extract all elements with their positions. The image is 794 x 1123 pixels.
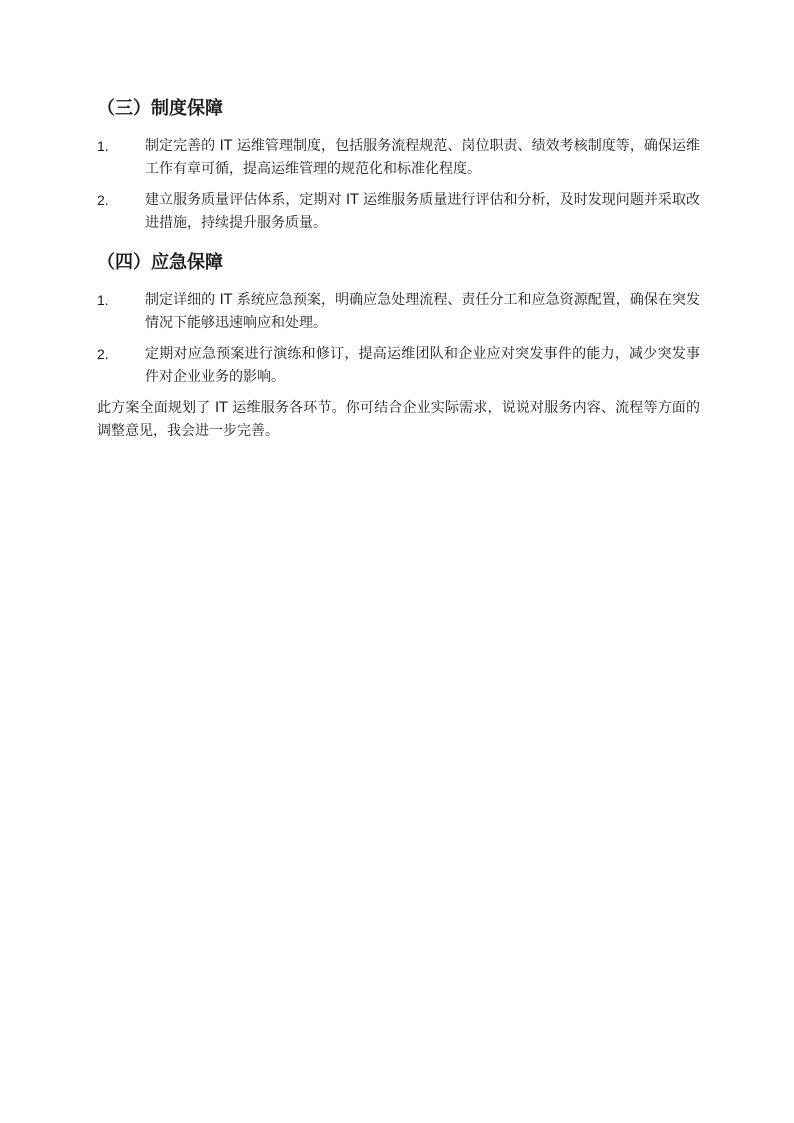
list-item-text: 建立服务质量评估体系，定期对 IT 运维服务质量进行评估和分析，及时发现问题并采取改进措施，持续提升服务质量。 (145, 192, 700, 231)
section-emergency-guarantee (97, 249, 700, 389)
list-number: 2. (97, 192, 109, 208)
section-heading: （三）制度保障 (97, 98, 223, 119)
closing-paragraph: 此方案全面规划了 IT 运维服务各环节。你可结合企业实际需求，说说对服务内容、流程等方面的调整意见，我会进一步完善。 (97, 400, 700, 439)
list-item-text: 制定完善的 IT 运维管理制度，包括服务流程规范、岗位职责、绩效考核制度等，确保运维工作有章可循，提高运维管理的规范化和标准化程度。 (145, 138, 700, 177)
list-item-text: 定期对应急预案进行演练和修订，提高运维团队和企业应对突发事件的能力，减少突发事件对企业业务的影响。 (145, 346, 700, 385)
list-item (97, 135, 700, 181)
list-number: 1. (97, 292, 109, 308)
list-item (97, 189, 700, 235)
list-item (97, 289, 700, 335)
list-item (97, 343, 700, 389)
list-item-text: 制定详细的 IT 系统应急预案，明确应急处理流程、责任分工和应急资源配置，确保在突发情况下能够迅速响应和处理。 (145, 292, 700, 331)
list-number: 2. (97, 346, 109, 362)
section-heading: （四）应急保障 (97, 252, 223, 273)
section-institutional-guarantee (97, 95, 700, 235)
document-content (97, 95, 700, 443)
list-number: 1. (97, 138, 109, 154)
